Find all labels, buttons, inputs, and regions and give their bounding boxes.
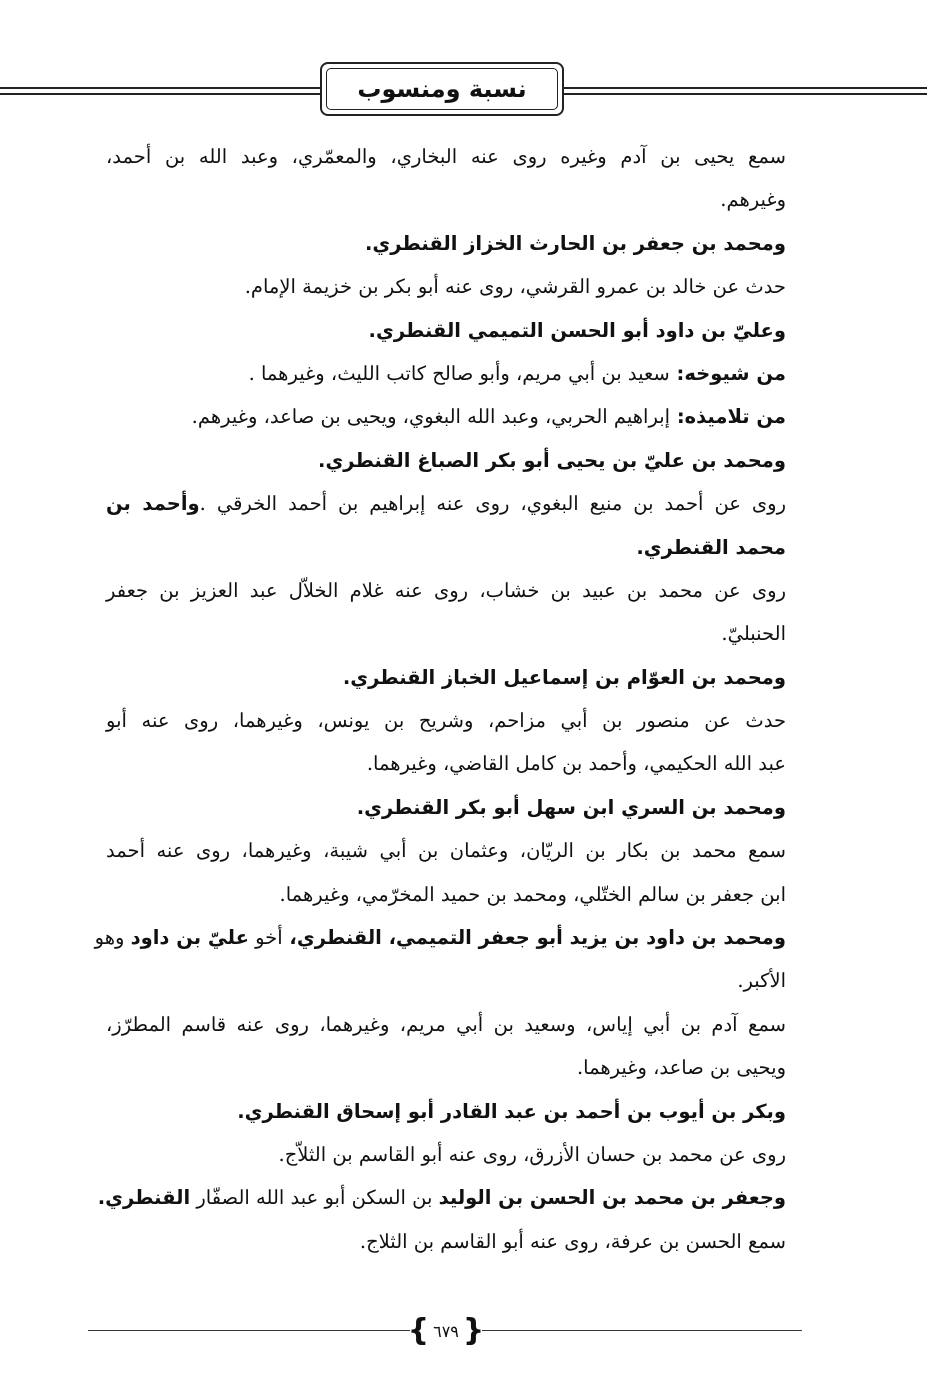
- text-line: [106, 1046, 786, 1089]
- text-segment: وهو: [94, 926, 131, 950]
- text-segment: روى عن محمد بن حسان الأزرق، روى عنه أبو القاسم بن الثلاّج.: [278, 1142, 786, 1166]
- text-line: [106, 656, 786, 699]
- page-number-box: { ٦٧٩ }: [407, 1313, 485, 1348]
- bold-segment: وبكر بن أيوب بن أحمد بن عبد القادر أبو إسحاق القنطري.: [237, 1099, 786, 1123]
- page-footer: [0, 1312, 927, 1352]
- header-title: نسبة ومنسوب: [357, 75, 527, 103]
- text-line: [106, 135, 786, 178]
- bold-segment: ومحمد بن داود بن يزيد أبو جعفر التميمي، القنطري،: [282, 926, 786, 950]
- text-segment: أخو: [248, 926, 283, 950]
- page-number: ٦٧٩: [433, 1321, 459, 1341]
- footer-rule-left: [88, 1330, 410, 1331]
- text-segment: سعيد بن أبي مريم، وأبو صالح كاتب الليث، وغيرهما .: [248, 361, 670, 385]
- bold-segment: وعليّ بن داود أبو الحسن التميمي القنطري.: [368, 318, 786, 342]
- text-line: [106, 309, 786, 352]
- text-segment: سمع محمد بن بكار بن الريّان، وعثمان بن أبي شيبة، وغيرهما، روى عنه أحمد: [106, 839, 786, 863]
- text-line: [106, 482, 786, 525]
- text-segment: سمع الحسن بن عرفة، روى عنه أبو القاسم بن الثلاج.: [359, 1229, 786, 1253]
- bold-segment: عليّ بن داود: [130, 926, 249, 950]
- bold-segment: ومحمد بن جعفر بن الحارث الخزاز القنطري.: [365, 231, 786, 255]
- footer-rule-right: [482, 1330, 802, 1331]
- text-line: [106, 829, 786, 872]
- text-segment: الأكبر.: [737, 969, 786, 993]
- text-segment: روى عن أحمد بن منيع البغوي، روى عنه إبراهيم بن أحمد الخرقي .: [199, 492, 786, 516]
- text-segment: سمع آدم بن أبي إياس، وسعيد بن أبي مريم، وغيرهما، روى عنه قاسم المطرّز،: [106, 1012, 786, 1036]
- text-line: [106, 222, 786, 265]
- page-body: [94, 135, 786, 1263]
- text-segment: إبراهيم الحربي، وعبد الله البغوي، ويحيى بن صاعد، وغيرهم.: [191, 405, 671, 429]
- text-segment: سمع يحيى بن آدم وغيره روى عنه البخاري، والمعمّري، وعبد الله بن أحمد،: [106, 145, 786, 168]
- text-segment: عبد الله الحكيمي، وأحمد بن كامل القاضي، وغيرهما.: [366, 752, 786, 776]
- text-segment: وغيرهم.: [720, 188, 786, 212]
- bold-segment: وأحمد بن: [106, 492, 200, 516]
- text-line: [106, 873, 786, 916]
- text-segment: الحنبليّ.: [721, 622, 786, 646]
- text-segment: ويحيى بن صاعد، وغيرهما.: [576, 1056, 786, 1080]
- text-line: [106, 439, 786, 482]
- text-line: [106, 1220, 786, 1263]
- running-header: [0, 60, 927, 120]
- text-segment: ابن جعفر بن سالم الختّلي، ومحمد بن حميد المخرّمي، وغيرهما.: [279, 882, 786, 906]
- text-line: [106, 612, 786, 655]
- text-line: [106, 742, 786, 785]
- text-line: [106, 786, 786, 829]
- text-segment: روى عن محمد بن عبيد بن خشاب، روى عنه غلام الخلاّل عبد العزيز بن جعفر: [106, 578, 786, 602]
- text-segment: حدث عن منصور بن أبي مزاحم، وشريح بن يونس، وغيرهما، روى عنه أبو: [106, 709, 786, 733]
- text-line: [106, 699, 786, 742]
- text-line: [106, 1133, 786, 1176]
- text-line: [94, 916, 786, 959]
- text-line: [106, 265, 786, 308]
- bold-segment: القنطري.: [97, 1186, 191, 1210]
- text-line: [106, 1003, 786, 1046]
- text-line: [106, 1090, 786, 1133]
- header-rule-right: [564, 87, 927, 95]
- text-line: [106, 395, 786, 438]
- text-line: [106, 526, 786, 569]
- header-rule-left: [0, 87, 322, 95]
- text-line: [106, 178, 786, 221]
- bold-segment: من تلاميذه:: [670, 405, 786, 429]
- bold-segment: من شيوخه:: [669, 361, 786, 385]
- text-segment: بن السكن أبو عبد الله الصفّار: [190, 1186, 439, 1210]
- bold-segment: وجعفر بن محمد بن الحسن بن الوليد: [438, 1186, 786, 1210]
- bold-segment: ومحمد بن العوّام بن إسماعيل الخباز القنطري.: [342, 665, 786, 689]
- bold-segment: ومحمد بن السري ابن سهل أبو بكر القنطري.: [356, 795, 786, 819]
- text-line: [106, 352, 786, 395]
- text-line: [106, 569, 786, 612]
- text-line: [97, 1176, 786, 1219]
- header-title-box: [320, 62, 564, 116]
- text-line: [106, 959, 786, 1002]
- text-segment: حدث عن خالد بن عمرو القرشي، روى عنه أبو بكر بن خزيمة الإمام.: [244, 275, 786, 299]
- bold-segment: محمد القنطري.: [636, 535, 786, 559]
- bold-segment: ومحمد بن عليّ بن يحيى أبو بكر الصباغ القنطري.: [318, 448, 786, 472]
